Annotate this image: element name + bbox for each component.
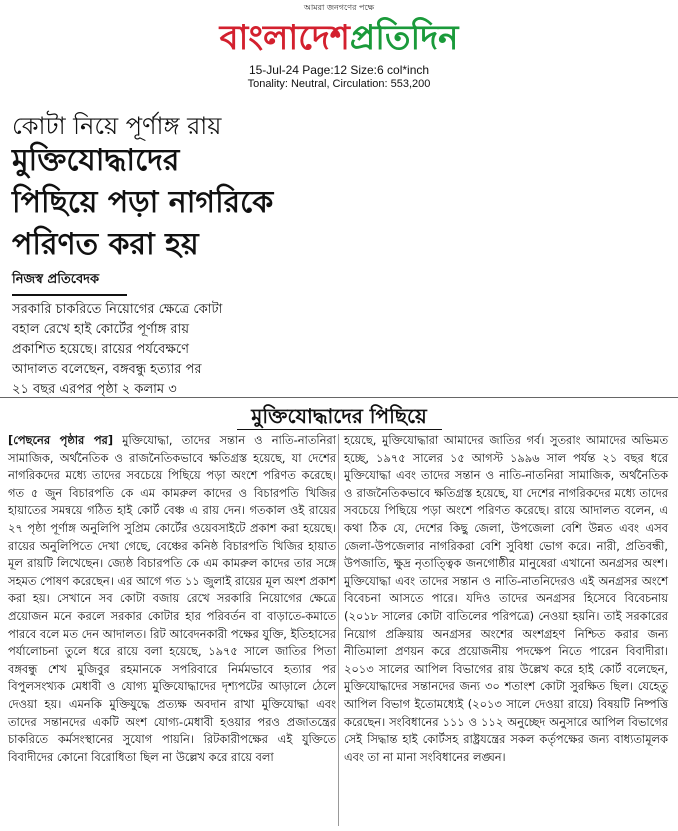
section-divider [0,397,678,398]
continuation-column-right [344,432,668,766]
lead-line: সরকারি চাকরিতে নিয়োগের ক্ষেত্রে কোটা [12,302,223,317]
lead-line: প্রকাশিত হয়েছে। রায়ের পর্যবেক্ষণে [12,342,189,357]
continuation-title: মুক্তিযোদ্ধাদের পিছিয়ে [251,404,427,428]
article-byline: নিজস্ব প্রতিবেদক [12,272,100,287]
headline-line: পিছিয়ে পড়া নাগরিকে [12,185,274,220]
article-lead [12,300,297,400]
byline-underline [12,294,127,296]
continuation-column-left [8,432,336,766]
newspaper-name-part2: প্রতিদিন [349,18,459,58]
lead-line: ২১ বছর এরপর পৃষ্ঠা ২ কলাম ৩ [12,382,177,397]
byline-block [12,268,312,296]
masthead [0,0,678,62]
continuation-left-text: মুক্তিযোদ্ধা, তাদের সন্তান ও নাতি-নাতনিরা সামাজিক, অর্থনৈতিক ও রাজনৈতিকভাবে ক্ষতিগ্রস্ত হয়েছে, যা দেশের নাগরিকদের মধ্যে তাদের সবচেয়ে পিছিয়ে পড়া অংশে পরিণত করেছে। গত ৫ জুন বিচারপতি কে এম কামরুল কাদের ও বিচারপতি খিজির হায়াতের সমন্বয়ে গঠিত হাই কোর্ট বেঞ্চ এ রায় দেন। গতকাল ওই রায়ের ২৭ পৃষ্ঠা পূর্ণাঙ্গ অনুলিপি সুপ্রিম কোর্টের ওয়েবসাইটে প্রকাশ করা হয়েছে। রায়ের অনুলিপিতে দেখা গেছে, বেঞ্চের কনিষ্ঠ বিচারপতি খিজির হায়াত মূল রায়টি লিখেছেন। জ্যেষ্ঠ বিচারপতি কে এম কামরুল কাদের তার সঙ্গে সহমত পোষণ করেছেন। এর আগে গত ১১ জুলাই রায়ের মূল অংশ প্রকাশ করা হয়। সেখানে সব কোটা বজায় রেখে সরকারি নিয়োগের ক্ষেত্রে প্রয়োজন মনে করলে সরকার কোটার হার পরিবর্তন বা বাড়াতে-কমাতে পারবে বলে মত দেন আদালত। রিট আবেদনকারী পক্ষের যুক্তি, ইতিহাসের পর্যালোচনা তুলে ধরে রায়ে বলা হয়েছে, ১৯৭৫ সালে জাতির পিতা বঙ্গবন্ধু শেখ মুজিবুর রহমানকে সপরিবারে নির্মমভাবে হত্যার পর বিপুলসংখ্যক মেধাবী ও যোগ্য মুক্তিযোদ্ধাদের দৃশ্যপটের আড়ালে ঠেলে দেওয়া হয়। এমনকি মুক্তিযুদ্ধে প্রত্যক্ষ অবদান রাখা মুক্তিযোদ্ধা এবং তাদের সন্তানদের একটি অংশ যোগ্য-মেধাবী হওয়ার পরও প্রজাতন্ত্রের চাকরিতে কর্মসংস্থানের সুযোগ পায়নি। রিটকারীপক্ষের এই যুক্তিতে বিবাদীদের কোনো বিরোধিতা ছিল না উল্লেখ করে রায়ে বলা [8,433,336,764]
clipping-metadata [0,63,678,91]
newspaper-logo [0,12,678,69]
clipping-tonality-circulation: Tonality: Neutral, Circulation: 553,200 [247,78,431,90]
continuation-lead-in: [পেছনের পৃষ্ঠার পর] [8,433,114,447]
continuation-right-text: হয়েছে, মুক্তিযোদ্ধারা আমাদের জাতির গর্ব। সুতরাং আমাদের অভিমত হচ্ছে, ১৯৭৫ সালের ১৫ আগস্ট ১৯৯৬ সাল পর্যন্ত ২১ বছর ধরে মুক্তিযোদ্ধা এবং তাদের সন্তান ও নাতি-নাতনিরা সামাজিক, অর্থনৈতিক ও রাজনৈতিকভাবে ক্ষতিগ্রস্ত হয়েছে, যা দেশের নাগরিকদের মধ্যে তাদের সবচেয়ে পিছিয়ে পড়া অংশে পরিণত করেছে। রায়ে আদালত বলেন, এ কথা ঠিক যে, দেশের কিছু জেলা, উপজেলা বেশি উন্নত এবং এসব জেলা-উপজেলার নাগরিকরা বেশি সুবিধা ভোগ করে। নারী, প্রতিবন্ধী, উপজাতি, ক্ষুদ্র নৃতাত্ত্বিক জনগোষ্ঠীর মানুষেরা এখানো অনগ্রসর অংশ। মুক্তিযোদ্ধা এবং তাদের সন্তান ও নাতি-নাতনিদেরও এই অনগ্রসর অংশে বিবেচনা আসতে পারে। যদিও তাদের অনগ্রসর হিসেবে বিবেচনায় (২০১৮ সালের কোটা বাতিলের পরিপত্রে) নেওয়া হয়নি। তাই সরকারের নিয়োগ প্রক্রিয়ায় অনগ্রসর অংশের অংশগ্রহণ নিশ্চিত করার জন্য নীতিমালা প্রণয়ন করে প্রয়োজনীয় পদক্ষেপ নিতে পারেন বিবাদীরা। ২০১৩ সালের আপিল বিভাগের রায় উল্লেখ করে হাই কোর্ট বলেছেন, মুক্তিযোদ্ধাদের সন্তানদের জন্য ৩০ শতাংশ কোটা সুরক্ষিত ছিল। যেহেতু আপিল বিভাগ ইতোমধ্যেই (২০১৩ সালে দেওয়া রায়ে) বিষয়টি নিষ্পত্তি করেছেন। সংবিধানের ১১১ ও ১১২ অনুচ্ছেদ অনুসারে আপিল বিভাগের সেই সিদ্ধান্ত হাই কোর্টসহ রাষ্ট্রযন্ত্রের সকল কর্তৃপক্ষের জন্য বাধ্যতামূলক এবং তা না মানা সংবিধানের লঙ্ঘন। [344,433,668,764]
lead-line: বহাল রেখে হাই কোর্টের পূর্ণাঙ্গ রায় [12,322,189,337]
masthead-tagline: আমরা জনগণের পক্ষে [303,3,375,12]
article-headline [12,140,372,266]
lead-line: আদালত বলেছেন, বঙ্গবন্ধু হত্যার পর [12,362,202,377]
headline-line: পরিণত করা হয় [12,227,199,262]
newspaper-name-part1: বাংলাদেশ [219,18,350,58]
continuation-title-underline [237,429,442,430]
clipping-date-page-size: 15-Jul-24 Page:12 Size:6 col*inch [248,63,430,77]
headline-line: মুক্তিযোদ্ধাদের [12,143,180,178]
article-kicker: কোটা নিয়ে পূর্ণাঙ্গ রায় [12,112,222,140]
column-separator [338,434,339,826]
